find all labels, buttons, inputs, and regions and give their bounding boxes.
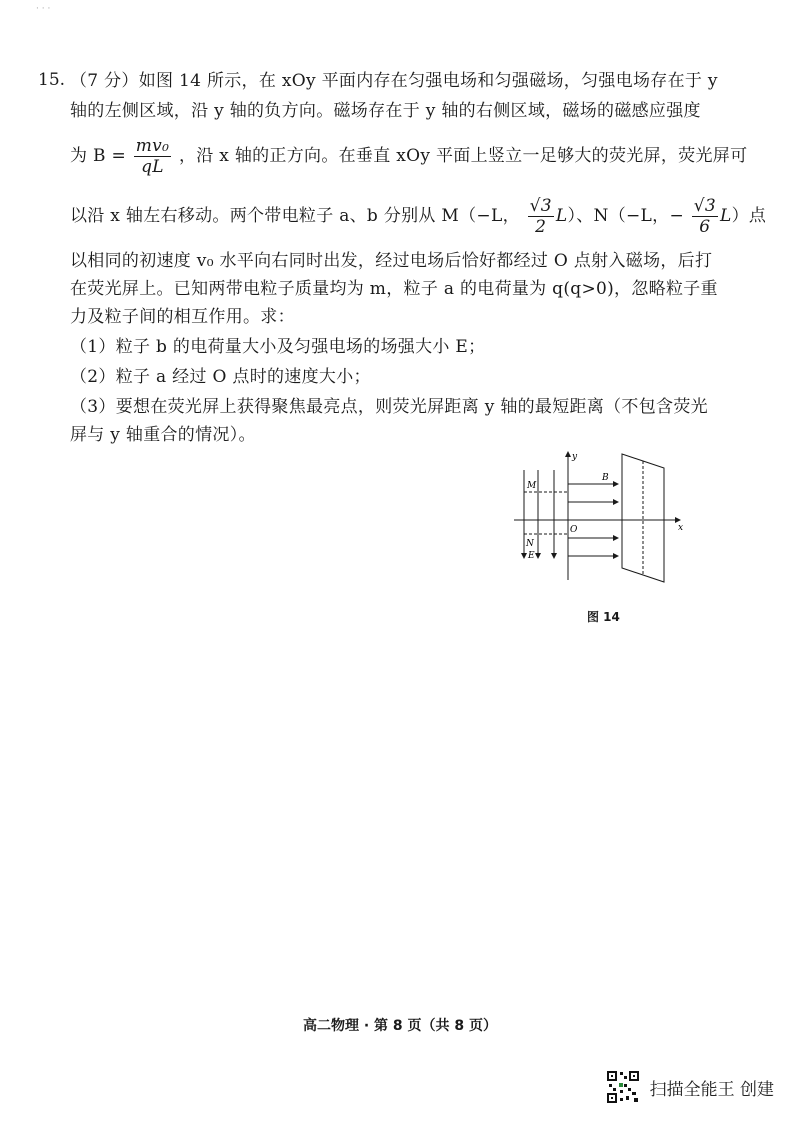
x-axis-label: x [678, 523, 684, 533]
m-coord-denominator: 2 [535, 217, 547, 237]
question-number: 15. [38, 70, 66, 90]
points-text-1: 以沿 x 轴左右移动。两个带电粒子 a、b 分别从 M（−L， [70, 206, 520, 226]
point-n-label: N [526, 539, 534, 549]
question-line-5: 以相同的初速度 v₀ 水平向右同时出发，经过电场后恰好都经过 O 点射入磁场，后打 [70, 251, 713, 271]
points-text-3: ）点 [731, 206, 767, 226]
qr-code-icon [606, 1070, 640, 1104]
sub-question-2: （2）粒子 a 经过 O 点时的速度大小； [70, 367, 371, 387]
question-line-2: 轴的左侧区域，沿 y 轴的负方向。磁场存在于 y 轴的右侧区域，磁场的磁感应强度 [70, 101, 701, 121]
b-field-label: B [602, 473, 609, 483]
figure-14-diagram [510, 450, 690, 590]
page-footer: 高二物理 · 第 8 页（共 8 页） [302, 1018, 498, 1034]
n-coord-numerator: √3 [693, 196, 716, 216]
scanner-brand-text: 扫描全能王 创建 [649, 1079, 774, 1100]
m-coord-numerator: √3 [529, 196, 552, 216]
point-m-label: M [527, 481, 537, 491]
question-line-6: 在荧光屏上。已知两带电粒子质量均为 m，粒子 a 的电荷量为 q(q>0)，忽略粒子重 [70, 279, 718, 299]
b-field-numerator: mv₀ [135, 136, 170, 156]
sub-question-1: （1）粒子 b 的电荷量大小及匀强电场的场强大小 E； [70, 337, 486, 357]
n-coord-l: L [719, 206, 732, 226]
b-field-denominator: qL [141, 157, 164, 177]
question-line-7: 力及粒子间的相互作用。求： [70, 307, 295, 327]
sub-question-3-cont: 屏与 y 轴重合的情况）。 [70, 425, 256, 445]
scan-artifact: · · · [36, 4, 51, 14]
question-line-4 [70, 196, 766, 237]
e-field-label: E [528, 551, 535, 561]
scanner-watermark [606, 1070, 774, 1104]
m-coord-l: L [555, 206, 568, 226]
question-line-1: （7 分）如图 14 所示，在 xOy 平面内存在匀强电场和匀强磁场，匀强电场存在于 y [70, 71, 718, 91]
n-coord-fraction [692, 196, 718, 237]
sub-question-3: （3）要想在荧光屏上获得聚焦最亮点，则荧光屏距离 y 轴的最短距离（不包含荧光 [70, 397, 708, 417]
y-axis-label: y [572, 452, 578, 462]
figure-caption: 图 14 [587, 610, 620, 624]
b-field-prefix: 为 B = [70, 146, 127, 166]
origin-label: O [570, 525, 578, 535]
n-coord-denominator: 6 [699, 217, 711, 237]
m-coord-fraction [528, 196, 554, 237]
question-line-3 [70, 136, 747, 177]
b-field-fraction [134, 136, 171, 177]
points-text-2: ）、N（−L，− [567, 206, 684, 226]
b-field-suffix: ，沿 x 轴的正方向。在垂直 xOy 平面上竖立一足够大的荧光屏，荧光屏可 [178, 146, 748, 166]
